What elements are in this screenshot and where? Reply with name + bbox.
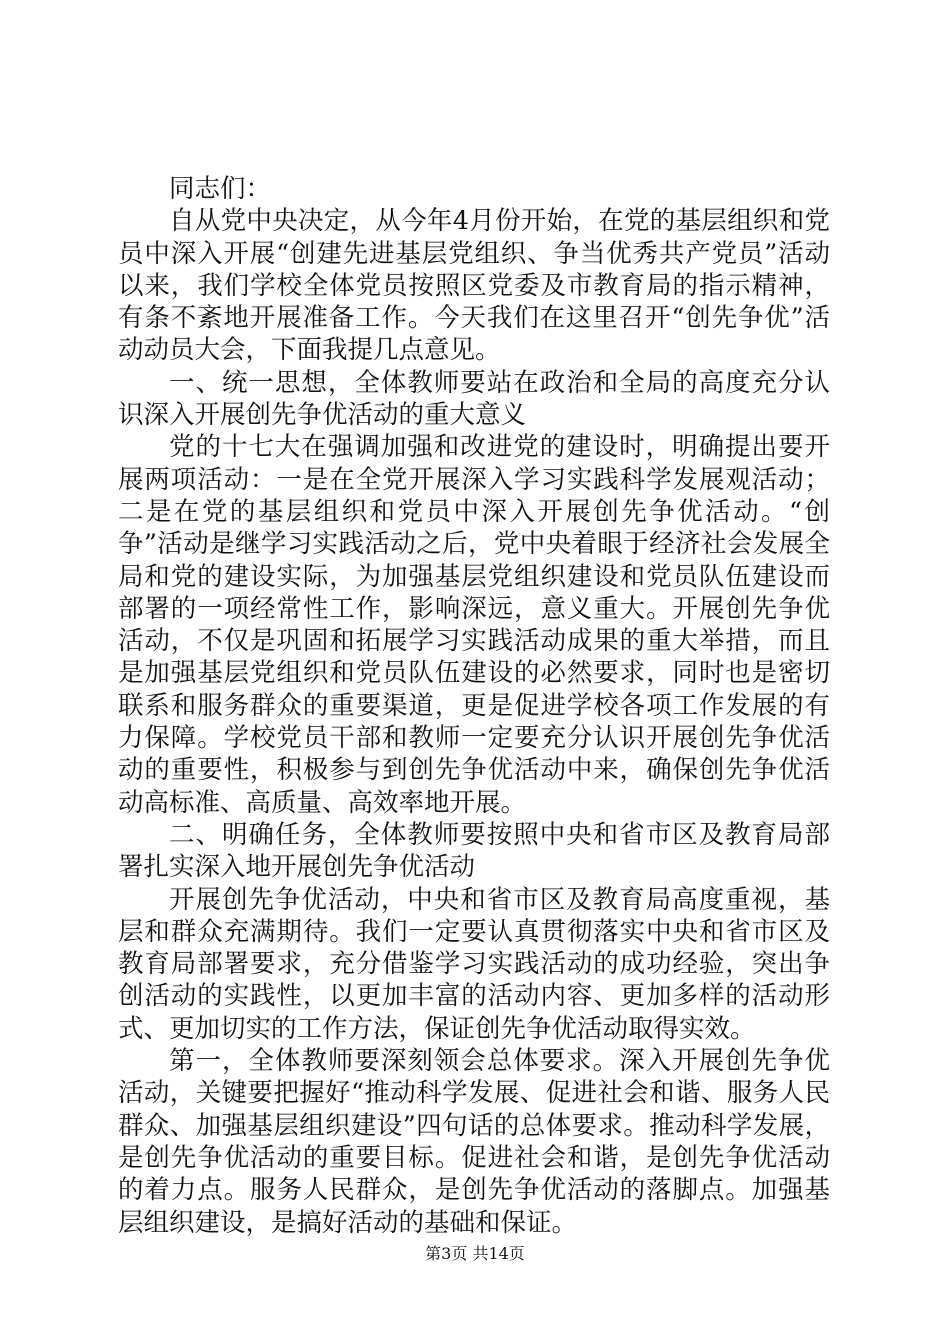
document-body (118, 173, 830, 1239)
page-number-footer: 第3页 共14页 (425, 1244, 525, 1263)
section-heading-2: 二、明确任务，全体教师要按照中央和省市区及教育局部署扎实深入地开展创先争优活动 (118, 819, 830, 883)
paragraph-intro: 自从党中央决定，从今年4月份开始，在党的基层组织和党员中深入开展“创建先进基层党组织、争当优秀共产党员”活动以来，我们学校全体党员按照区党委及市教育局的指示精神，有条不紊地开展准备工作。今天我们在这里召开“创先争优”活动动员大会，下面我提几点意见。 (118, 206, 830, 366)
paragraph-tasks: 开展创先争优活动，中央和省市区及教育局高度重视，基层和群众充满期待。我们一定要认真贯彻落实中央和省市区及教育局部署要求，充分借鉴学习实践活动的成功经验，突出争创活动的实践性，以更加丰富的活动内容、更加多样的活动形式、更加切实的工作方法，保证创先争优活动取得实效。 (118, 884, 830, 1044)
salutation: 同志们： (169, 174, 272, 204)
paragraph-significance: 党的十七大在强调加强和改进党的建设时，明确提出要开展两项活动：一是在全党开展深入学习实践科学发展观活动；二是在党的基层组织和党员中深入开展创先争优活动。“创争”活动是继学习实践活动之后，党中央着眼于经济社会发展全局和党的建设实际，为加强基层党组织建设和党员队伍建设而部署的一项经常性工作，影响深远，意义重大。开展创先争优活动，不仅是巩固和拓展学习实践活动成果的重大举措，而且是加强基层党组织和党员队伍建设的必然要求，同时也是密切联系和服务群众的重要渠道，更是促进学校各项工作发展的有力保障。学校党员干部和教师一定要充分认识开展创先争优活动的重要性，积极参与到创先争优活动中来，确保创先争优活动高标准、高质量、高效率地开展。 (118, 432, 830, 818)
paragraph-first-requirement: 第一，全体教师要深刻领会总体要求。深入开展创先争优活动，关键要把握好“推动科学发展、促进社会和谐、服务人民群众、加强基层组织建设”四句话的总体要求。推动科学发展，是创先争优活动的重要目标。促进社会和谐，是创先争优活动的着力点。服务人民群众，是创先争优活动的落脚点。加强基层组织建设，是搞好活动的基础和保证。 (118, 1046, 830, 1238)
section-heading-1: 一、统一思想，全体教师要站在政治和全局的高度充分认识深入开展创先争优活动的重大意义 (118, 367, 830, 431)
